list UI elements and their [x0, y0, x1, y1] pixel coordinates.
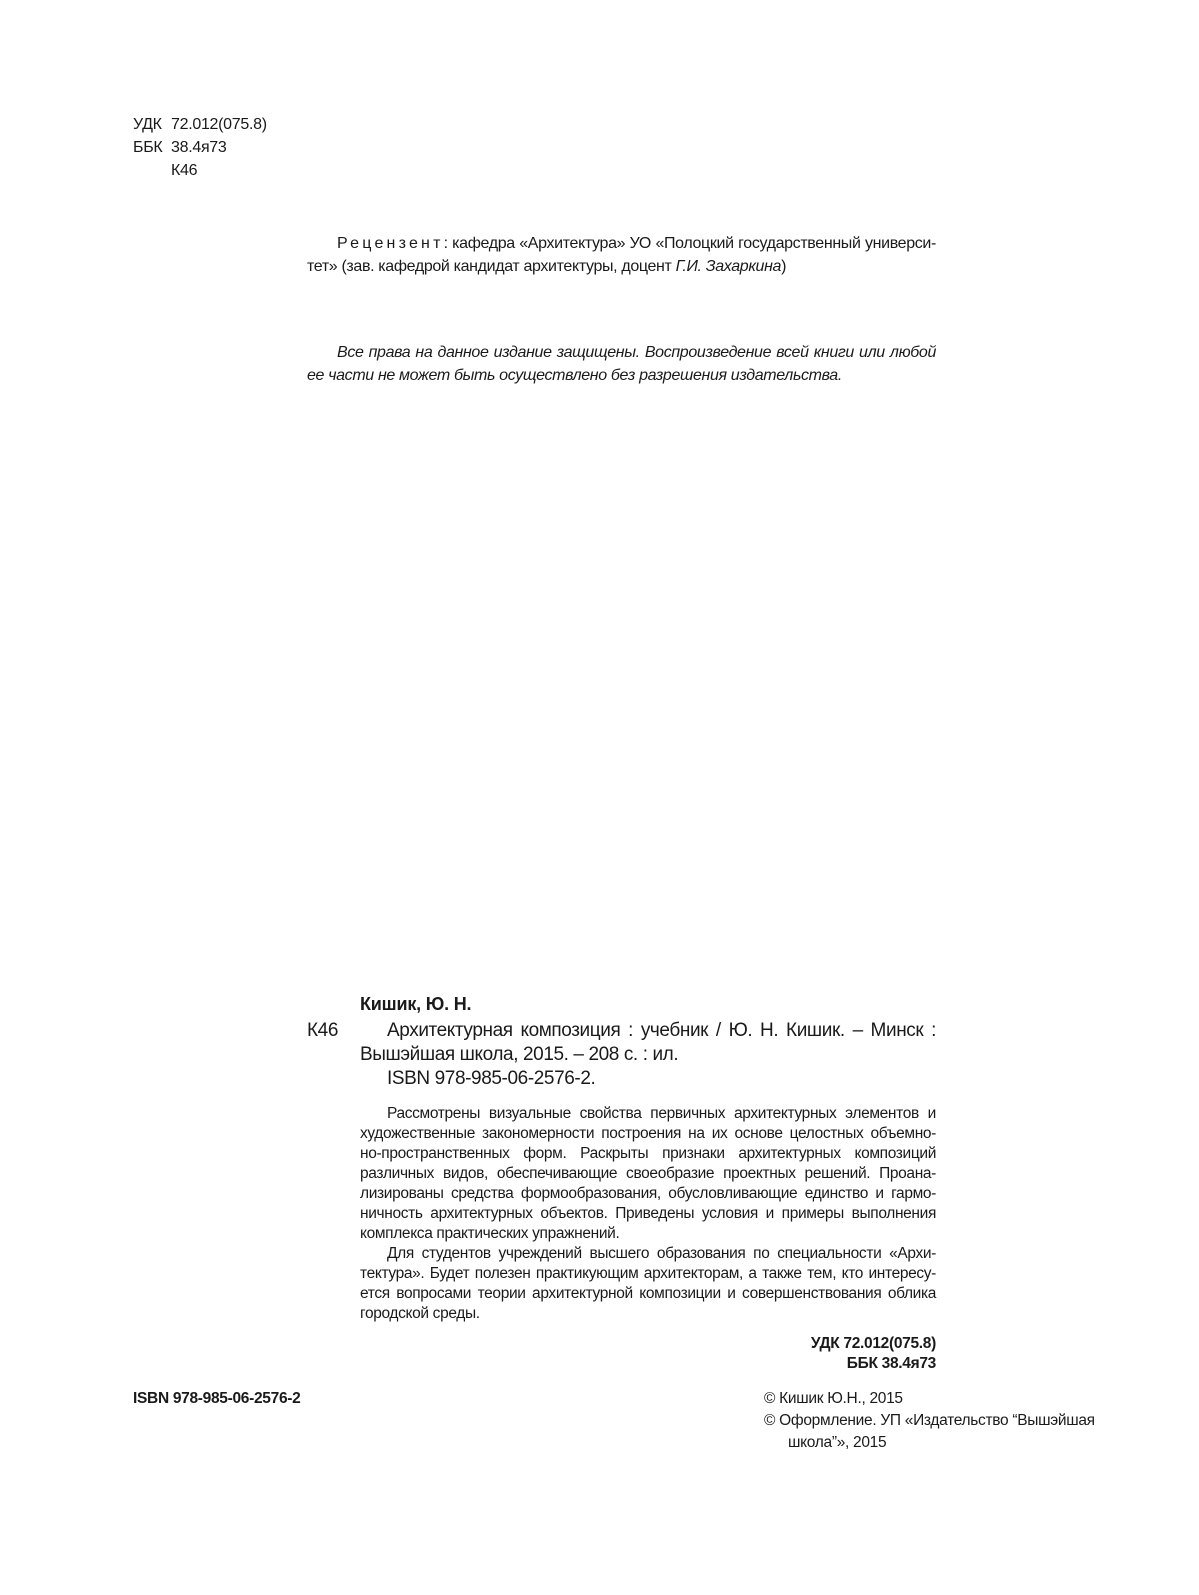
reviewer-line-1: [307, 232, 936, 255]
annotation-line: художественные закономерности построения на их основе целостных объемно-: [360, 1125, 936, 1142]
author-mark-line: [133, 159, 267, 182]
annotation-line: Рассмотрены визуальные свойства первичных архитектурных элементов и: [387, 1105, 936, 1122]
annotation-line: но-пространственных форм. Раскрыты признаки архитектурных композиций: [360, 1145, 936, 1162]
udk-line: [133, 113, 267, 136]
author-mark: К46: [171, 162, 198, 179]
bib-author: Кишик, Ю. Н.: [360, 994, 472, 1014]
annotation-line: различных видов, обеспечивающие своеобразие проектных решений. Проана-: [360, 1165, 936, 1182]
reviewer-line-2: [307, 255, 936, 278]
bib-mark: К46: [307, 1020, 339, 1041]
bib-line-1: Архитектурная композиция : учебник / Ю. Н. Кишик. – Минск :: [387, 1020, 936, 1041]
bottom-udk: УДК 72.012(075.8): [810, 1335, 936, 1352]
rights-line-2: ее части не может быть осуществлено без разрешения издательства.: [307, 367, 842, 384]
bbk-value: 38.4я73: [171, 139, 227, 156]
bottom-codes: [700, 1334, 936, 1374]
annotation-line: ничность архитектурных объектов. Приведены условия и примеры выполнения: [360, 1205, 936, 1222]
isbn-bottom: ISBN 978-985-06-2576-2: [133, 1390, 301, 1407]
reviewer-text-1: : кафедра «Архитектура» УО «Полоцкий государственный универси-: [443, 235, 936, 252]
reviewer-head-name: Г.И. Захаркина: [675, 258, 782, 275]
rights-line-1: Все права на данное издание защищены. Воспроизведение всей книги или любой: [337, 344, 936, 361]
reviewer-text-2-end: ): [781, 258, 787, 275]
bib-record: [360, 1019, 936, 1091]
rights-notice: [307, 341, 936, 387]
reviewer-paragraph: [307, 232, 936, 278]
annotation-line: ется вопросами теории архитектурной композиции и совершенствования облика: [360, 1285, 936, 1302]
annotation: [360, 1104, 936, 1324]
copyright-design-cont: школа”», 2015: [788, 1434, 887, 1451]
reviewer-label: Рецензент: [337, 235, 444, 252]
bbk-line: [133, 136, 267, 159]
bib-line-2: Вышэйшая школа, 2015. – 208 с. : ил.: [360, 1044, 679, 1065]
copyright-author: © Кишик Ю.Н., 2015: [764, 1390, 903, 1407]
bottom-bbk: ББК 38.4я73: [846, 1355, 936, 1372]
annotation-line: комплекса практических упражнений.: [360, 1225, 620, 1242]
annotation-line: тектура». Будет полезен практикующим архитекторам, а также тем, кто интересу-: [360, 1265, 936, 1282]
udk-value: 72.012(075.8): [171, 116, 267, 133]
annotation-line: Для студентов учреждений высшего образования по специальности «Архи-: [387, 1245, 936, 1262]
annotation-line: городской среды.: [360, 1305, 480, 1322]
bib-isbn-line: ISBN 978-985-06-2576-2.: [387, 1068, 596, 1089]
copyright-block: [764, 1388, 1095, 1454]
copyright-design: © Оформление. УП «Издательство “Вышэйшая: [764, 1412, 1095, 1429]
classification-block: [133, 113, 267, 182]
reviewer-text-2: тет» (зав. кафедрой кандидат архитектуры, доцент: [307, 258, 676, 275]
annotation-line: лизированы средства формообразования, обусловливающие единство и гармо-: [360, 1185, 936, 1202]
bbk-label: ББК: [133, 139, 163, 156]
udk-label: УДК: [133, 116, 162, 133]
